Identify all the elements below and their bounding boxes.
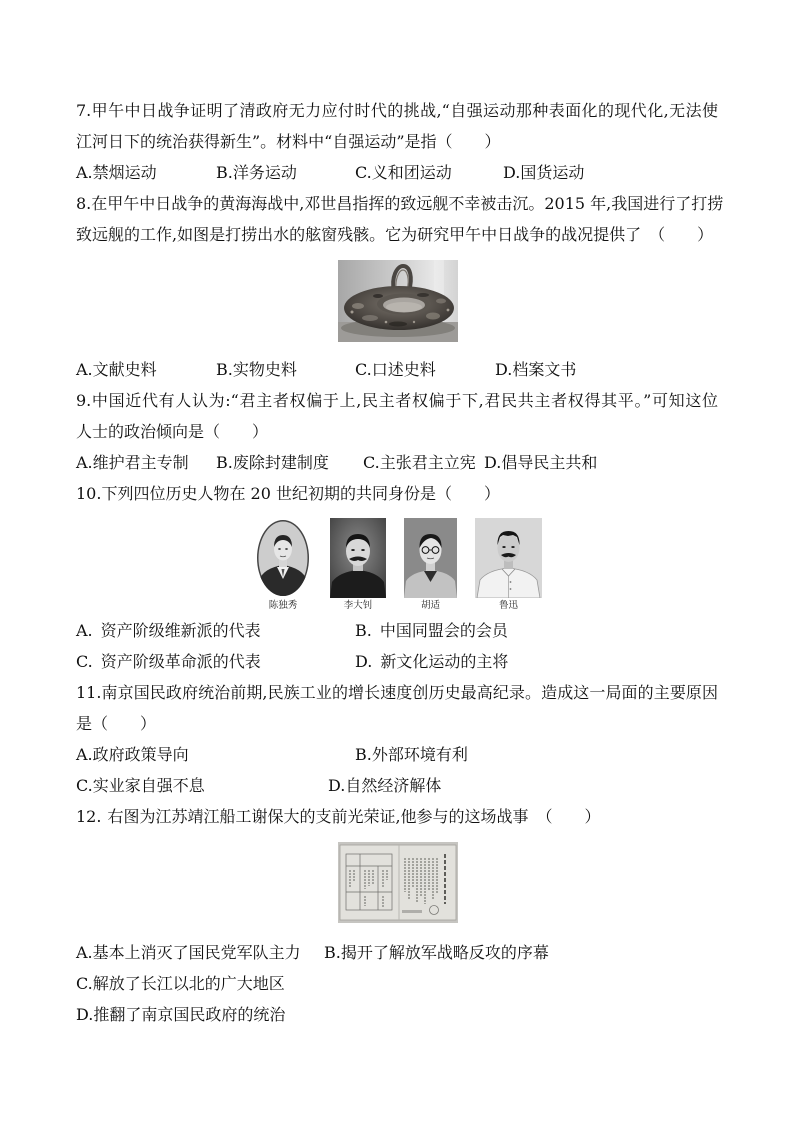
question-8-stem-line-1: [76, 188, 724, 219]
question-number: 7.: [76, 101, 92, 120]
option-label: D.: [76, 1005, 94, 1024]
option-a: [76, 937, 301, 968]
option-d: [495, 354, 576, 385]
option-label: B.: [216, 163, 233, 182]
option-label: A.: [76, 453, 93, 472]
option-d: [355, 646, 508, 677]
option-label: B.: [324, 943, 341, 962]
option-label: C.: [76, 652, 93, 671]
option-text: 国货运动: [520, 163, 585, 182]
option-text: 维护君主专制: [92, 453, 189, 472]
option-label: B.: [355, 621, 372, 640]
option-label: D.: [484, 453, 502, 472]
option-a: [76, 615, 261, 646]
question-8-options: [76, 354, 794, 385]
option-label: A.: [76, 360, 93, 379]
portrait-caption: 鲁迅: [498, 600, 518, 611]
question-9-stem-line-1: [76, 385, 718, 416]
question-11-options-row-2: [76, 770, 794, 801]
question-stem-text: 人士的政治倾向是（ ）: [76, 422, 269, 441]
option-label: C.: [76, 974, 93, 993]
option-text: 解放了长江以北的广大地区: [92, 974, 285, 993]
option-label: D.: [495, 360, 513, 379]
option-text: 主张君主立宪: [379, 453, 476, 472]
option-a: [76, 354, 157, 385]
portrait-3: [404, 518, 457, 611]
question-stem-text: 右图为江苏靖江船工谢保大的支前光荣证,他参与的这场战事 （ ）: [107, 807, 601, 826]
question-11-stem-line-1: [76, 677, 718, 708]
option-d: [503, 157, 584, 188]
portraits-figure: [76, 509, 794, 615]
option-text: 义和团运动: [371, 163, 452, 182]
question-7-options: [76, 157, 794, 188]
porthole-wreckage-photo: [338, 260, 458, 342]
question-11-options-row-1: [76, 739, 794, 770]
option-c: [76, 646, 261, 677]
question-stem-text: 南京国民政府统治前期,民族工业的增长速度创历史最高纪录。造成这一局面的主要原因: [101, 683, 718, 702]
option-text: 自然经济解体: [345, 776, 442, 795]
option-d: [484, 447, 597, 478]
question-number: 8.: [76, 194, 92, 213]
option-b: [216, 157, 297, 188]
option-text: 洋务运动: [232, 163, 297, 182]
portrait-1: [256, 518, 310, 611]
question-9-options: [76, 447, 794, 478]
option-text: 文献史料: [92, 360, 157, 379]
option-label: D.: [328, 776, 346, 795]
option-label: C.: [76, 776, 93, 795]
option-label: B.: [216, 453, 233, 472]
question-12-options-row-1: [76, 937, 794, 968]
question-stem-text: 下列四位历史人物在 20 世纪初期的共同身份是（ ）: [101, 484, 500, 503]
portrait-photo: [330, 518, 386, 598]
question-9-stem-line-2: [76, 416, 794, 447]
honor-certificate-photo: [338, 842, 458, 923]
option-label: A.: [76, 745, 93, 764]
option-text: 废除封建制度: [232, 453, 329, 472]
portrait-caption: 陈独秀: [268, 600, 298, 611]
option-a: [76, 739, 189, 770]
option-text: 禁烟运动: [92, 163, 157, 182]
option-label: B.: [216, 360, 233, 379]
certificate-figure: [76, 832, 794, 937]
option-text: 档案文书: [512, 360, 577, 379]
option-label: D.: [503, 163, 521, 182]
option-text: 揭开了解放军战略反攻的序幕: [340, 943, 549, 962]
portrait-photo: [256, 518, 310, 598]
option-c: [363, 447, 476, 478]
option-b: [216, 354, 297, 385]
option-label: A.: [76, 621, 93, 640]
option-a: [76, 447, 189, 478]
option-label: C.: [355, 360, 372, 379]
question-10-stem-line-1: [76, 478, 794, 509]
question-number: 9.: [76, 391, 92, 410]
question-number: 11.: [76, 683, 102, 702]
question-8-stem-line-2: [76, 219, 794, 250]
question-7-stem-line-1: [76, 95, 718, 126]
question-number: 10.: [76, 484, 102, 503]
portrait-4: [475, 518, 542, 611]
portrait-caption: 李大钊: [343, 600, 373, 611]
portrait-photo: [475, 518, 542, 598]
option-b: [324, 937, 549, 968]
question-10-options-row-2: [76, 646, 794, 677]
option-c: [76, 770, 205, 801]
option-label: B.: [355, 745, 372, 764]
option-c: [355, 157, 452, 188]
option-text: 政府政策导向: [92, 745, 189, 764]
option-text: 中国同盟会的会员: [379, 621, 508, 640]
option-b: [355, 739, 468, 770]
option-label: D.: [355, 652, 373, 671]
option-text: 实物史料: [232, 360, 297, 379]
option-b: [216, 447, 329, 478]
porthole-figure: [76, 250, 794, 354]
option-text: 实业家自强不息: [92, 776, 205, 795]
question-11-stem-line-2: [76, 708, 794, 739]
question-stem-text: 甲午中日战争证明了清政府无力应付时代的挑战,“自强运动那种表面化的现代化,无法使: [91, 101, 718, 120]
option-label: A.: [76, 943, 93, 962]
option-label: C.: [355, 163, 372, 182]
option-a: [76, 157, 157, 188]
option-label: C.: [363, 453, 380, 472]
option-text: 倡导民主共和: [501, 453, 598, 472]
question-stem-text: 江河日下的统治获得新生”。材料中“自强运动”是指（ ）: [76, 132, 501, 151]
option-text: 资产阶级革命派的代表: [100, 652, 261, 671]
portrait-caption: 胡适: [420, 600, 440, 611]
question-number: 12.: [76, 807, 102, 826]
option-c: [355, 354, 436, 385]
option-d: [328, 770, 441, 801]
option-text: 资产阶级维新派的代表: [100, 621, 261, 640]
option-text: 推翻了南京国民政府的统治: [93, 1005, 286, 1024]
option-label: A.: [76, 163, 93, 182]
question-7-stem-line-2: [76, 126, 794, 157]
question-stem-text: 中国近代有人认为:“君主者权偏于上,民主者权偏于下,君民共主者权得其平。”可知这位: [91, 391, 718, 410]
option-b: [355, 615, 508, 646]
option-d: [76, 999, 285, 1030]
question-stem-text: 是（ ）: [76, 714, 157, 733]
option-text: 新文化运动的主将: [380, 652, 509, 671]
question-10-options-row-1: [76, 615, 794, 646]
portrait-2: [330, 518, 386, 611]
question-stem-text: 在甲午中日战争的黄海海战中,邓世昌指挥的致远舰不幸被击沉。2015 年,我国进行了打捞: [91, 194, 724, 213]
question-stem-text: 致远舰的工作,如图是打捞出水的舷窗残骸。它为研究甲午中日战争的战况提供了 （ ）: [76, 225, 714, 244]
question-12-options-row-3: [76, 999, 794, 1030]
option-c: [76, 968, 285, 999]
certificate-date-mark: [402, 910, 422, 913]
option-text: 基本上消灭了国民党军队主力: [92, 943, 301, 962]
portrait-photo: [404, 518, 457, 598]
option-text: 外部环境有利: [371, 745, 468, 764]
question-12-stem-line-1: [76, 801, 794, 832]
question-12-options-row-2: [76, 968, 794, 999]
option-text: 口述史料: [371, 360, 436, 379]
